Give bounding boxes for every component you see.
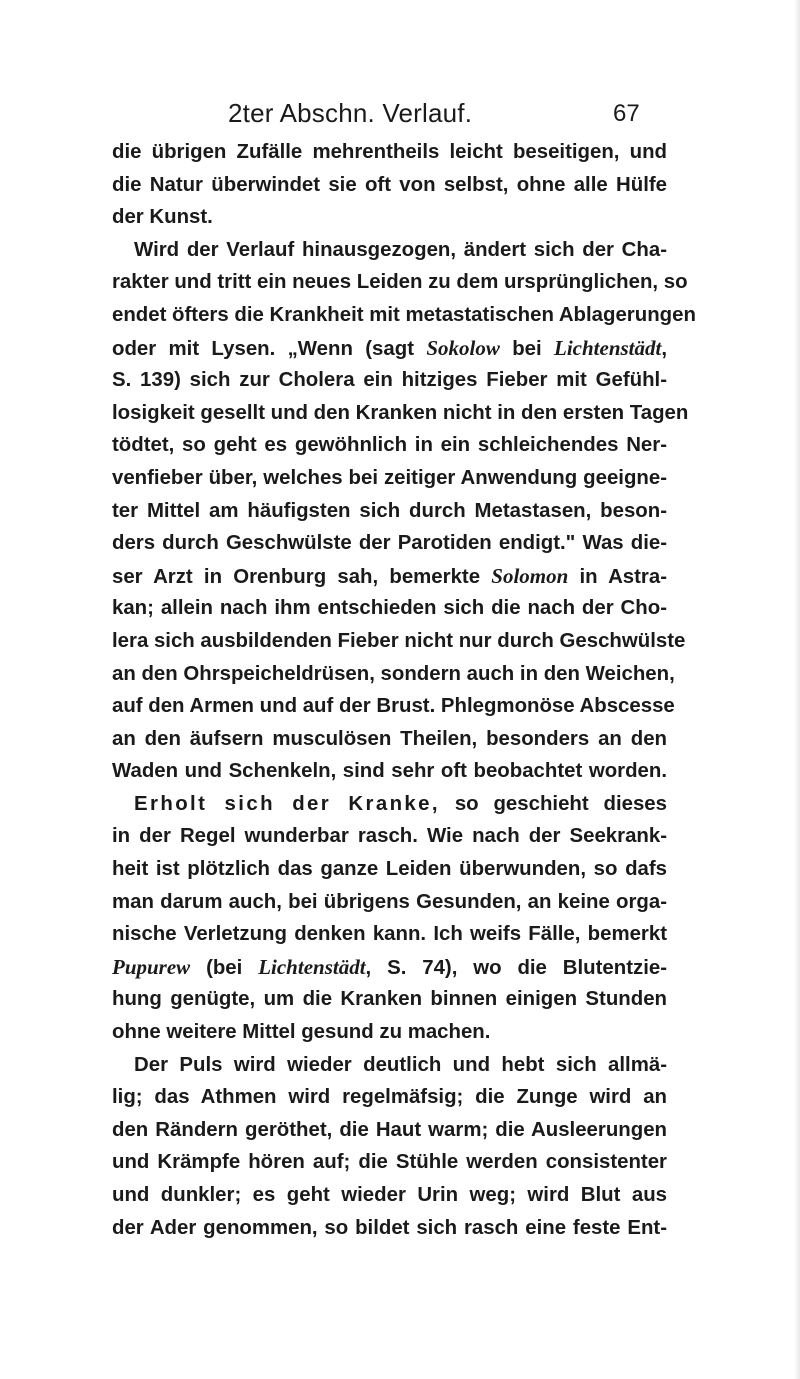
text-line: der Ader genommen, so bildet sich rasch eine feste Ent- [112, 1216, 667, 1239]
text-line: rakter und tritt ein neues Leiden zu dem ursprünglichen, so [112, 271, 688, 294]
text-line: und Krämpfe hören auf; die Stühle werden consistenter [112, 1151, 667, 1174]
text-line: endet öfters die Krankheit mit metastatischen Ablagerungen [112, 303, 696, 326]
text-line: ser Arzt in Orenburg sah, bemerkte Solomon in Astra- [112, 563, 668, 588]
text-line: oder mit Lysen. „Wenn (sagt Sokolow bei Lichtenstädt, [112, 335, 668, 360]
text-line: S. 139) sich zur Cholera ein hitziges Fieber mit Gefühl- [112, 369, 667, 392]
text-line: an den äufsern musculösen Theilen, besonders an den [112, 727, 667, 750]
text-line: losigkeit gesellt und den Kranken nicht in den ersten Tagen [112, 401, 689, 424]
author-name: Solomon [491, 563, 569, 588]
text-line: Wird der Verlauf hinausgezogen, ändert sich der Cha- [134, 238, 667, 261]
text-line: Der Puls wird wieder deutlich und hebt sich allmä- [134, 1053, 667, 1076]
text-line: ohne weitere Mittel gesund zu machen. [112, 1021, 491, 1044]
text-line: und dunkler; es geht wieder Urin weg; wird Blut aus [112, 1184, 667, 1206]
author-name: Pupurew [112, 954, 191, 979]
text-line: kan; allein nach ihm entschieden sich die nach der Cho- [112, 597, 667, 620]
running-head [0, 98, 800, 138]
text-line: heit ist plötzlich das ganze Leiden überwunden, so dafs [112, 858, 667, 881]
text-line: der Kunst. [112, 206, 213, 229]
text-line: ders durch Geschwülste der Parotiden endigt." Was die- [112, 532, 667, 555]
running-title: 2ter Abschn. Verlauf. [228, 98, 473, 128]
text-line: venfieber über, welches bei zeitiger Anwendung geeigne- [112, 466, 667, 489]
author-name: Sokolow [426, 335, 500, 360]
text-line: Pupurew (bei Lichtenstädt, S. 74), wo die Blutentzie- [112, 954, 667, 979]
text-line: an den Ohrspeicheldrüsen, sondern auch in den Weichen, [112, 662, 675, 685]
text-line: tödtet, so geht es gewöhnlich in ein schleichendes Ner- [112, 434, 667, 457]
page-edge-shadow [794, 0, 800, 1379]
text-line: Waden und Schenkeln, sind sehr oft beobachtet worden. [112, 760, 667, 783]
text-line: die Natur überwindet sie oft von selbst, ohne alle Hülfe [112, 173, 667, 196]
text-line: den Rändern geröthet, die Haut warm; die Ausleerungen [112, 1118, 667, 1141]
text-line: hung genügte, um die Kranken binnen einigen Stunden [112, 988, 667, 1011]
text-line: lig; das Athmen wird regelmäfsig; die Zunge wird an [112, 1086, 667, 1109]
page-number: 67 [613, 100, 640, 127]
text-line: Erholt sich der Kranke, so geschieht dieses [134, 792, 667, 815]
text-line: nische Verletzung denken kann. Ich weifs Fälle, bemerkt [112, 923, 667, 946]
author-name: Lichtenstädt [258, 954, 366, 979]
text-line: ter Mittel am häufigsten sich durch Metastasen, beson- [112, 499, 667, 522]
body-text [112, 136, 696, 1244]
text-line: lera sich ausbildenden Fieber nicht nur durch Geschwülste [112, 629, 686, 652]
text-line: man darum auch, bei übrigens Gesunden, an keine orga- [112, 890, 667, 913]
text-line: die übrigen Zufälle mehrentheils leicht beseitigen, und [112, 141, 667, 163]
spaced-emphasis: Erholt sich der Kranke, [134, 792, 440, 815]
text-line: auf den Armen und auf der Brust. Phlegmonöse Abscesse [112, 695, 675, 718]
text-line: in der Regel wunderbar rasch. Wie nach der Seekrank- [112, 825, 667, 848]
author-name: Lichtenstädt [554, 335, 662, 360]
